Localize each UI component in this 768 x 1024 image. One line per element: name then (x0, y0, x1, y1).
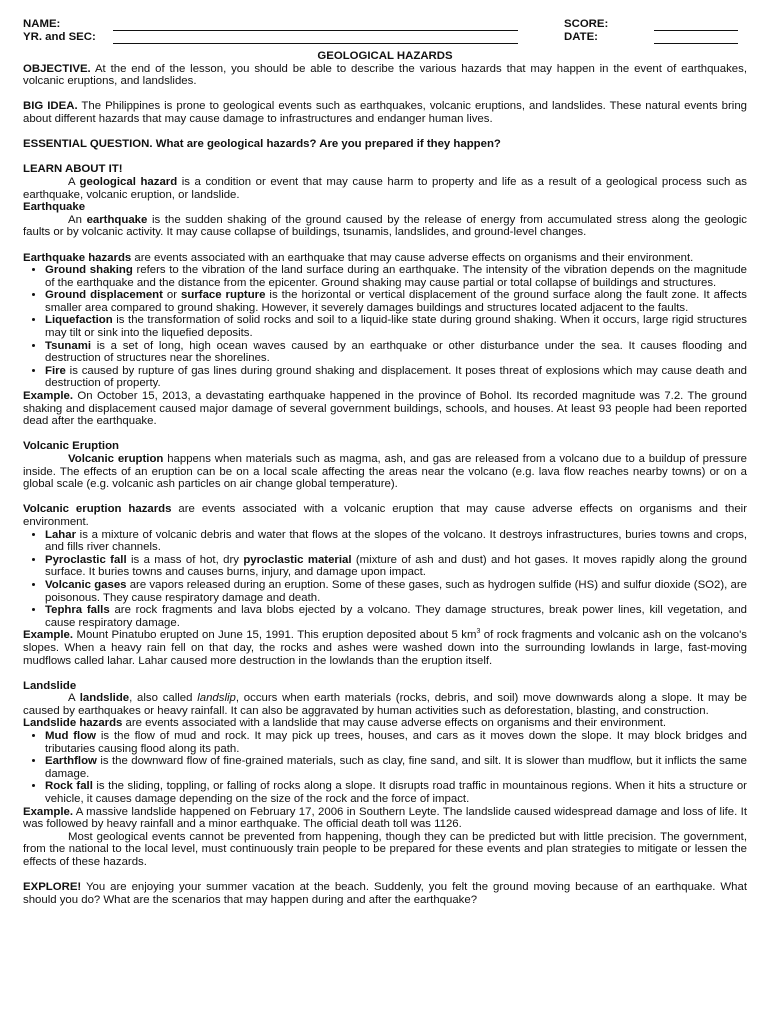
list-item: • Ground displacement or surface rupture is the horizontal or vertical displacement of the ground surface along the fault zone. It affects smaller area compared to ground shaking. However, it severely damages buildings and structures located adjacent to the faults. (45, 289, 747, 314)
yr-sec-label: YR. and SEC: (23, 31, 96, 44)
earthquake-definition: An earthquake is the sudden shaking of the ground caused by the release of energy from accumulated stress along the geologic faults or by volcanic activity. It may cause collapse of buildings, tsunamis, landslides, and ground-level changes. (23, 213, 747, 239)
explore-text: You are enjoying your summer vacation at the beach. Suddenly, you felt the ground moving because of an earthquake. What should you do? What are the scenarios that may happen during and after the earthquake? (23, 881, 747, 906)
list-item: • Volcanic gases are vapors released during an eruption. Some of these gases, such as hydrogen sulfide (HS) and sulfur dioxide (SO2), are poisonous. They cause respiratory damage and death. (45, 579, 747, 604)
list-item: • Fire is caused by rupture of gas lines during ground shaking and displacement. It poses threat of explosions which may cause death and destruction of property. (45, 365, 747, 390)
volcanic-definition: Volcanic eruption happens when materials such as magma, ash, and gas are released from a volcano due to a buildup of pressure inside. The effects of an eruption can be on a local scale affecting the areas near the volcano (e.g. lava flow reaches nearby towns) or on a global scale (e.g. volcanic ash particles on air change global temperature). (23, 453, 748, 491)
volcanic-hazards-list (23, 529, 747, 630)
essential-question: ESSENTIAL QUESTION. What are geological hazards? Are you prepared if they happen? (23, 138, 501, 151)
explore (23, 881, 747, 906)
big-idea-text: The Philippines is prone to geological events such as earthquakes, volcanic eruptions, and landslides. These natural events bring about different hazards that may cause damage to infrastructures and endanger human lives. (23, 100, 748, 125)
list-item: • Liquefaction is the transformation of solid rocks and soil to a liquid-like state during ground shaking. When it occurs, large rigid structures may tilt or sink into the liquefied deposits. (45, 314, 747, 339)
volcanic-heading: Volcanic Eruption (23, 440, 119, 453)
name-row (23, 18, 747, 31)
volcanic-example: Example. Mount Pinatubo erupted on June 15, 1991. This eruption deposited about 5 $km^3$ of rock fragments and volcanic ash on the volcano's slopes. When a heavy rain fell on that day, the rocks and ashes were washed down into the surrounding lowlands in large, fast-moving mudflows called lahar. Lahar caused more destruction in the lowlands than the eruption itself. (23, 628, 747, 667)
list-item: • Earthflow is the downward flow of fine-grained materials, such as clay, fine sand, and silt. It is slower than mudflow, but it inflicts the same damage. (45, 755, 747, 780)
landslide-heading: Landslide (23, 679, 77, 692)
list-item: • Lahar is a mixture of volcanic debris and water that flows at the slopes of the volcano. It destroys infrastructures, buries towns and crops, and fills river channels. (45, 529, 747, 554)
landslide-hazards-intro: Landslide hazards are events associated with a landslide that may cause adverse effects on organisms and their environment. (23, 717, 667, 730)
date-blank[interactable] (654, 33, 738, 44)
landslide-example: Example. A massive landslide happened on February 17, 2006 in Southern Leyte. The landslide caused widespread damage and loss of life. It was followed by heavy rainfall and a minor earthquake. The official death toll was 1126. (23, 805, 747, 831)
objective-text: At the end of the lesson, you should be able to describe the various hazards that may happen in the event of earthquakes, volcanic eruptions, and landslides. (23, 62, 747, 88)
earthquake-example: Example. On October 15, 2013, a devastating earthquake happened in the province of Bohol. Its recorded magnitude was 7.2. The ground shaking and displacement caused major damage of several government buildings, schools, and houses. At least 93 people had been reported dead after the earthquake. (23, 390, 747, 428)
score-blank[interactable] (654, 20, 738, 31)
objective (23, 63, 747, 88)
page-title: GEOLOGICAL HAZARDS (317, 50, 453, 62)
landslide-definition: A landslide, also called landslip, occurs when earth materials (rocks, debris, and soil) move downwards along a slope. It may be caused by earthquakes or heavy rainfall. It can also be aggravated by human activities such as deforestation, blasting, and construction. (23, 692, 747, 717)
date-label: DATE: (564, 31, 598, 44)
geological-hazard-definition: A geological hazard is a condition or event that may cause harm to property and life as a result of a geological process such as earthquake, volcanic eruption, or landslide. (23, 175, 747, 201)
earthquake-hazards-intro: Earthquake hazards are events associated with an earthquake that may cause adverse effects on organisms and their environment. (23, 251, 694, 264)
list-item: • Ground shaking refers to the vibration of the land surface during an earthquake. The intensity of the vibration depends on the magnitude of the earthquake and the distance from the epicenter. Ground shaking may cause partial or total collapse of buildings and structures. (45, 264, 747, 289)
landslide-hazards-list (23, 730, 747, 806)
list-item: • Tephra falls are rock fragments and lava blobs ejected by a volcano. They damage structures, break power lines, kill vegetation, and cause respiratory damage. (45, 604, 747, 629)
closing-paragraph: Most geological events cannot be prevented from happening, though they can be predicted but with little precision. The government, from the national to the local level, must continuously train people to be prepared for these events and plan strategies to mitigate or lessen the effects of these hazards. (23, 830, 747, 868)
earthquake-heading: Earthquake (23, 201, 86, 214)
volcanic-hazards-intro: Volcanic eruption hazards are events associated with a volcanic eruption that may cause adverse effects on organisms and their environment. (23, 503, 747, 528)
learn-heading: LEARN ABOUT IT! (23, 163, 123, 176)
explore-label: EXPLORE! (23, 881, 82, 894)
big-idea (23, 100, 747, 125)
score-label: SCORE: (564, 18, 609, 31)
earthquake-hazards-list (23, 264, 747, 390)
name-label: NAME: (23, 18, 61, 31)
big-idea-label: BIG IDEA. (23, 100, 78, 113)
objective-label: OBJECTIVE. (23, 62, 91, 75)
name-blank[interactable] (113, 20, 518, 31)
yr-sec-row (23, 31, 747, 44)
list-item: • Rock fall is the sliding, toppling, or falling of rocks along a slope. It disrupts road traffic in mountainous regions. When it hits a structure or vehicle, it causes damage depending on the size of the rock and the force of impact. (45, 780, 747, 805)
list-item: • Mud flow is the flow of mud and rock. It may pick up trees, houses, and cars as it moves down the slope. It may block bridges and tributaries causing flood along its path. (45, 730, 747, 755)
list-item: • Pyroclastic fall is a mass of hot, dry pyroclastic material (mixture of ash and dust) and hot gases. It moves rapidly along the ground surface. It buries towns and causes burns, injury, and damage upon impact. (45, 554, 747, 579)
yr-sec-blank[interactable] (113, 33, 518, 44)
list-item: • Tsunami is a set of long, high ocean waves caused by an earthquake or other disturbance under the sea. It causes flooding and destruction of structures near the shorelines. (45, 340, 747, 365)
worksheet-page (23, 0, 747, 906)
